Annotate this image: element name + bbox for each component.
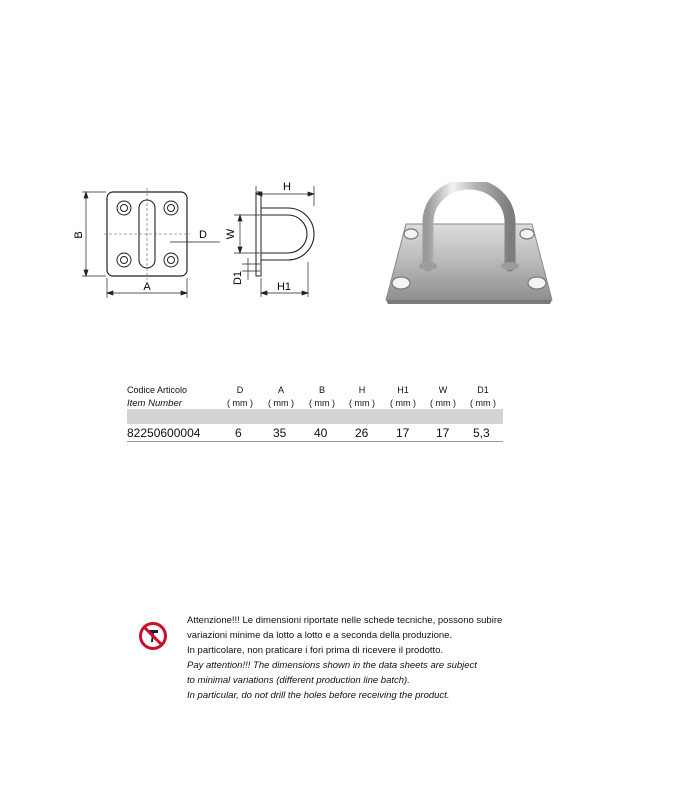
col-header-w: W ( mm ) [430, 385, 456, 408]
row-divider [127, 441, 503, 442]
item-number-header [127, 384, 187, 410]
dim-label-d: D [199, 229, 207, 241]
dim-label-b: B [73, 231, 85, 239]
col-header-d: D ( mm ) [227, 385, 253, 408]
value-w: 17 [436, 426, 450, 440]
dim-label-h: H [283, 181, 291, 193]
item-code: 82250600004 [127, 426, 201, 440]
col-header-h1: H1 ( mm ) [390, 385, 416, 408]
value-d1: 5,3 [473, 426, 490, 440]
plate-side-view [256, 192, 261, 276]
warning-line-en-1: Pay attention!!! The dimensions shown in the data sheets are subject [187, 660, 477, 671]
col-header-h: H ( mm ) [349, 385, 375, 408]
warning-line-en-2: to minimal variations (different production line batch). [187, 675, 410, 686]
value-h: 26 [355, 426, 369, 440]
warning-line-it-3: In particolare, non praticare i fori prima di ricevere il prodotto. [187, 645, 444, 656]
loop-side-view [261, 208, 314, 260]
dim-label-h1: H1 [276, 281, 292, 293]
col-header-a: A ( mm ) [268, 385, 294, 408]
technical-drawing [70, 180, 340, 305]
value-d: 6 [235, 426, 242, 440]
header-separator-band [127, 409, 503, 424]
product-photo [384, 182, 554, 306]
item-number-header-en: Item Number [127, 398, 182, 409]
value-a: 35 [273, 426, 287, 440]
no-drill-icon [138, 621, 168, 651]
warning-line-en-3: In particular, do not drill the holes before receiving the product. [187, 690, 450, 701]
dim-label-d1: D1 [232, 270, 244, 286]
warning-line-it-2: variazioni minime da lotto a lotto e a seconda della produzione. [187, 630, 453, 641]
value-h1: 17 [396, 426, 410, 440]
warning-line-it-1: Attenzione!!! Le dimensioni riportate nelle schede tecniche, possono subire [187, 615, 503, 626]
dim-label-w: W [225, 228, 237, 240]
value-b: 40 [314, 426, 328, 440]
col-header-b: B ( mm ) [309, 385, 335, 408]
col-header-d1: D1 ( mm ) [470, 385, 496, 408]
warning-note [187, 613, 527, 703]
item-number-header-it: Codice Articolo [127, 385, 188, 395]
dim-label-a: A [143, 281, 151, 293]
